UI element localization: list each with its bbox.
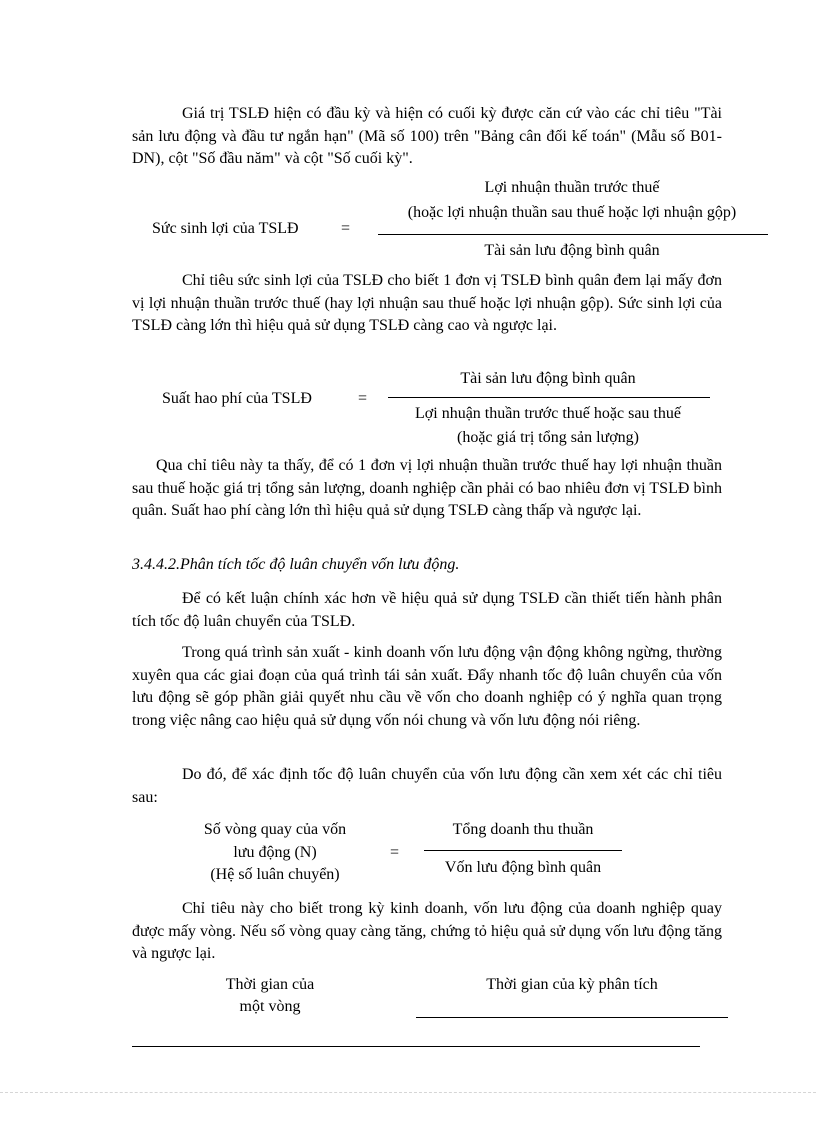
formula2-numerator: Tài sản lưu động bình quân — [460, 370, 636, 387]
paragraph-qua-trinh-san-xuat: Trong quá trình sản xuất - kinh doanh vốn lưu động vận động không ngừng, thường xuyên qua các giai đoạn của quá trình tái sản xuất. Đẩy nhanh tốc độ luân chuyển của vốn lưu động sẽ góp phần giải quyết nhu cầu về vốn cho doanh nghiệp có ý nghĩa quan trọng trong việc nâng cao hiệu quả sử dụng vốn nói chung và vốn lưu động nói riêng. — [132, 644, 722, 729]
formula2-denominator-line2: (hoặc giá trị tổng sản lượng) — [457, 429, 639, 446]
formula3-numerator: Tổng doanh thu thuần — [452, 821, 594, 838]
formula3-denominator: Vốn lưu động bình quân — [444, 859, 602, 876]
formula4-label-line1: Thời gian của — [225, 976, 315, 993]
formula2-equals: = — [358, 390, 368, 407]
formula4-numerator: Thời gian của kỳ phân tích — [486, 976, 658, 993]
formula3-label-line3: (Hệ số luân chuyển) — [210, 866, 340, 883]
paragraph-sinh-loi-explanation: Chỉ tiêu sức sinh lợi của TSLĐ cho biết 1 đơn vị TSLĐ bình quân đem lại mấy đơn vị lợi nhuận thuần trước thuế (hay lợi nhuận sau thuế hoặc lợi nhuận gộp). Sức sinh lợi của TSLĐ càng lớn thì hiệu quả sử dụng TSLĐ càng cao và ngược lại. — [132, 272, 722, 334]
formula3-label-line1: Số vòng quay của vốn — [203, 821, 347, 838]
formula2-denominator-line1: Lợi nhuận thuần trước thuế hoặc sau thuế — [415, 405, 681, 422]
formula2-label: Suất hao phí của TSLĐ — [162, 390, 312, 407]
formula1-equals: = — [341, 220, 351, 237]
formula1-fraction-bar — [378, 234, 768, 235]
formula1-numerator-line1: Lợi nhuận thuần trước thuế — [484, 179, 660, 196]
formula2-fraction-bar — [388, 397, 710, 398]
paragraph-ket-luan: Để có kết luận chính xác hơn về hiệu quả sử dụng TSLĐ cần thiết tiến hành phân tích tốc độ luân chuyển của TSLĐ. — [132, 590, 722, 630]
formula3-label-line2: lưu động (N) — [233, 844, 317, 861]
formula1-label: Sức sinh lợi của TSLĐ — [152, 220, 299, 237]
formula4-fraction-bar — [416, 1017, 728, 1018]
section-heading-3442: 3.4.4.2.Phân tích tốc độ luân chuyển vốn lưu động. — [132, 556, 460, 573]
formula3-fraction-bar — [424, 850, 622, 851]
formula4-label-line2: một vòng — [239, 998, 301, 1015]
formula1-numerator-line2: (hoặc lợi nhuận thuần sau thuế hoặc lợi nhuận gộp) — [407, 204, 737, 221]
paragraph-so-vong-quay-explanation: Chỉ tiêu này cho biết trong kỳ kinh doanh, vốn lưu động của doanh nghiệp quay được mấy vòng. Nếu số vòng quay càng tăng, chứng tỏ hiệu quả sử dụng vốn lưu động tăng và ngược lại. — [132, 900, 722, 962]
paragraph-tsld-source: Giá trị TSLĐ hiện có đầu kỳ và hiện có cuối kỳ được căn cứ vào các chỉ tiêu "Tài sản lưu động và đầu tư ngắn hạn" (Mã số 100) trên "Bảng cân đối kế toán" (Mẫu số B01-DN), cột "Số đầu năm" và cột "Số cuối kỳ". — [132, 105, 722, 167]
footer-rule — [132, 1046, 700, 1047]
formula3-equals: = — [390, 844, 400, 861]
formula1-denominator: Tài sản lưu động bình quân — [484, 242, 660, 259]
paragraph-hao-phi-explanation: Qua chỉ tiêu này ta thấy, để có 1 đơn vị lợi nhuận thuần trước thuế hay lợi nhuận thuần sau thuế hoặc giá trị tổng sản lượng, doanh nghiệp cần phải có bao nhiêu đơn vị TSLĐ bình quân. Suất hao phí càng lớn thì hiệu quả sử dụng TSLĐ càng thấp và ngược lại. — [132, 457, 722, 519]
paragraph-chi-tieu-sau: Do đó, để xác định tốc độ luân chuyển của vốn lưu động cần xem xét các chỉ tiêu sau: — [132, 766, 722, 806]
page-bottom-edge — [0, 1092, 816, 1093]
